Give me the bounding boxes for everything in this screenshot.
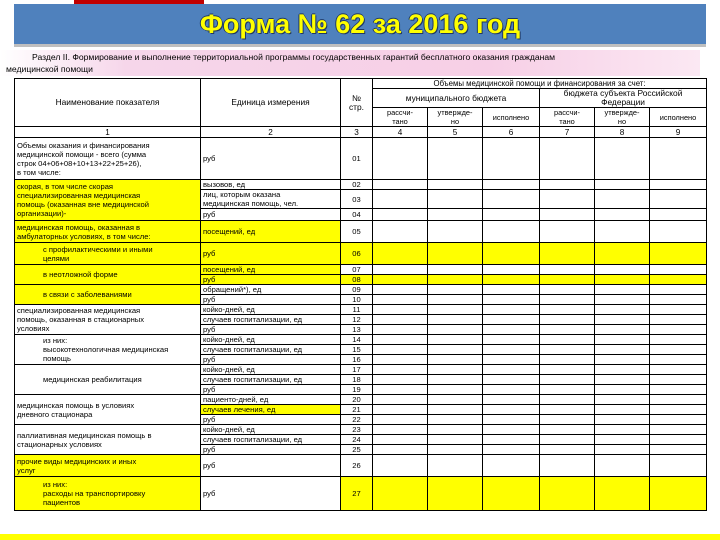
data-cell-col-7[interactable] (540, 325, 595, 335)
data-cell-col-4[interactable] (373, 445, 428, 455)
row-unit: руб (201, 415, 341, 425)
data-cell-col-7[interactable] (540, 209, 595, 221)
data-cell-col-6[interactable] (483, 243, 540, 265)
row-line-number: 27 (341, 477, 373, 511)
data-cell-col-7[interactable] (540, 315, 595, 325)
data-cell-col-9[interactable] (650, 455, 707, 477)
data-cell-col-6[interactable] (483, 275, 540, 285)
row-line-number: 10 (341, 295, 373, 305)
table-row (15, 243, 707, 265)
data-cell-col-7[interactable] (540, 415, 595, 425)
data-cell-col-9[interactable] (650, 265, 707, 275)
data-cell-col-6[interactable] (483, 265, 540, 275)
th-unit: Единица измерения (201, 79, 341, 127)
data-cell-col-7[interactable] (540, 275, 595, 285)
data-cell-col-6[interactable] (483, 138, 540, 180)
data-cell-col-8[interactable] (595, 345, 650, 355)
data-cell-col-6[interactable] (483, 425, 540, 435)
data-cell-col-5[interactable] (428, 355, 483, 365)
data-cell-col-6[interactable] (483, 285, 540, 295)
data-cell-col-7[interactable] (540, 295, 595, 305)
data-cell-col-6[interactable] (483, 221, 540, 243)
data-cell-col-5[interactable] (428, 138, 483, 180)
row-line-number: 19 (341, 385, 373, 395)
data-cell-col-9[interactable] (650, 445, 707, 455)
data-cell-col-5[interactable] (428, 295, 483, 305)
data-cell-col-7[interactable] (540, 265, 595, 275)
data-cell-col-6[interactable] (483, 435, 540, 445)
row-indicator-name: прочие виды медицинских и иных услуг (15, 455, 201, 477)
data-cell-col-9[interactable] (650, 295, 707, 305)
data-cell-col-9[interactable] (650, 138, 707, 180)
data-cell-col-8[interactable] (595, 435, 650, 445)
data-cell-col-5[interactable] (428, 395, 483, 405)
column-number-3: 3 (341, 127, 373, 138)
column-number-5: 5 (428, 127, 483, 138)
table-row (15, 265, 707, 275)
row-unit: руб (201, 355, 341, 365)
data-cell-col-4[interactable] (373, 365, 428, 375)
subtitle-line-2: медицинской помощи (6, 64, 93, 74)
data-cell-col-9[interactable] (650, 375, 707, 385)
data-cell-col-9[interactable] (650, 477, 707, 511)
data-cell-col-8[interactable] (595, 138, 650, 180)
column-number-4: 4 (373, 127, 428, 138)
data-cell-col-7[interactable] (540, 180, 595, 190)
data-cell-col-9[interactable] (650, 180, 707, 190)
row-line-number: 09 (341, 285, 373, 295)
data-cell-col-6[interactable] (483, 345, 540, 355)
table-row (15, 365, 707, 375)
data-cell-col-6[interactable] (483, 477, 540, 511)
row-line-number: 11 (341, 305, 373, 315)
data-cell-col-7[interactable] (540, 405, 595, 415)
row-unit: случаев госпитализации, ед (201, 435, 341, 445)
data-cell-col-9[interactable] (650, 355, 707, 365)
data-cell-col-5[interactable] (428, 435, 483, 445)
th-group-total: Объемы медицинской помощи и финансирования за счет: (373, 79, 707, 89)
data-cell-col-9[interactable] (650, 243, 707, 265)
data-cell-col-6[interactable] (483, 375, 540, 385)
row-line-number: 06 (341, 243, 373, 265)
form-table (14, 78, 707, 511)
data-cell-col-5[interactable] (428, 477, 483, 511)
row-line-number: 02 (341, 180, 373, 190)
data-cell-col-6[interactable] (483, 355, 540, 365)
row-indicator-name: из них: высокотехнологичная медицинская помощь (15, 335, 201, 365)
column-number-2: 2 (201, 127, 341, 138)
table-row (15, 305, 707, 315)
data-cell-col-4[interactable] (373, 335, 428, 345)
row-unit: лиц, которым оказана медицинская помощь, чел. (201, 190, 341, 209)
row-line-number: 13 (341, 325, 373, 335)
data-cell-col-6[interactable] (483, 385, 540, 395)
data-cell-col-5[interactable] (428, 445, 483, 455)
table-head (15, 79, 707, 138)
data-cell-col-6[interactable] (483, 365, 540, 375)
row-unit: посещений, ед (201, 265, 341, 275)
data-cell-col-9[interactable] (650, 425, 707, 435)
data-cell-col-6[interactable] (483, 315, 540, 325)
data-cell-col-6[interactable] (483, 395, 540, 405)
data-cell-col-8[interactable] (595, 365, 650, 375)
data-cell-col-6[interactable] (483, 405, 540, 415)
data-cell-col-7[interactable] (540, 375, 595, 385)
row-unit: руб (201, 385, 341, 395)
data-cell-col-6[interactable] (483, 455, 540, 477)
data-cell-col-6[interactable] (483, 305, 540, 315)
data-cell-col-4[interactable] (373, 405, 428, 415)
row-indicator-name: Объемы оказания и финансирования медицинской помощи - всего (сумма строк 04+06+08+10+13+22+25+26), в том числе: (15, 138, 201, 180)
table-row (15, 395, 707, 405)
data-cell-col-5[interactable] (428, 405, 483, 415)
table-row (15, 138, 707, 180)
table-row (15, 285, 707, 295)
data-cell-col-8[interactable] (595, 180, 650, 190)
data-cell-col-7[interactable] (540, 455, 595, 477)
data-cell-col-4[interactable] (373, 375, 428, 385)
row-line-number: 08 (341, 275, 373, 285)
th-group-federal: бюджета субъекта Российской Федерации (540, 89, 707, 108)
title-banner (14, 4, 706, 47)
data-cell-col-7[interactable] (540, 477, 595, 511)
row-unit: посещений, ед (201, 221, 341, 243)
row-unit: руб (201, 445, 341, 455)
data-cell-col-9[interactable] (650, 315, 707, 325)
data-cell-col-9[interactable] (650, 325, 707, 335)
table-body (15, 138, 707, 511)
data-cell-col-4[interactable] (373, 477, 428, 511)
data-cell-col-8[interactable] (595, 405, 650, 415)
data-cell-col-5[interactable] (428, 455, 483, 477)
data-cell-col-8[interactable] (595, 275, 650, 285)
data-cell-col-5[interactable] (428, 221, 483, 243)
data-cell-col-9[interactable] (650, 415, 707, 425)
row-indicator-name: специализированная медицинская помощь, оказанная в стационарных условиях (15, 305, 201, 335)
table-row (15, 477, 707, 511)
data-cell-col-8[interactable] (595, 315, 650, 325)
data-cell-col-8[interactable] (595, 243, 650, 265)
data-cell-col-5[interactable] (428, 190, 483, 209)
data-cell-col-9[interactable] (650, 190, 707, 209)
data-cell-col-8[interactable] (595, 285, 650, 295)
th-municipal-executed: исполнено (483, 108, 540, 127)
data-cell-col-4[interactable] (373, 415, 428, 425)
column-number-row (15, 127, 707, 138)
data-cell-col-9[interactable] (650, 275, 707, 285)
row-line-number: 18 (341, 375, 373, 385)
row-unit: руб (201, 275, 341, 285)
table-row (15, 221, 707, 243)
data-cell-col-9[interactable] (650, 209, 707, 221)
row-indicator-name: медицинская реабилитация (15, 365, 201, 395)
data-cell-col-9[interactable] (650, 395, 707, 405)
row-line-number: 16 (341, 355, 373, 365)
data-cell-col-6[interactable] (483, 209, 540, 221)
data-cell-col-9[interactable] (650, 345, 707, 355)
row-unit: случаев госпитализации, ед (201, 345, 341, 355)
row-line-number: 24 (341, 435, 373, 445)
row-line-number: 07 (341, 265, 373, 275)
row-line-number: 12 (341, 315, 373, 325)
row-indicator-name: из них: расходы на транспортировку пациентов (15, 477, 201, 511)
table-row (15, 180, 707, 190)
data-cell-col-4[interactable] (373, 209, 428, 221)
data-cell-col-6[interactable] (483, 415, 540, 425)
row-unit: обращений*), ед (201, 285, 341, 295)
data-cell-col-7[interactable] (540, 385, 595, 395)
data-cell-col-5[interactable] (428, 365, 483, 375)
data-cell-col-5[interactable] (428, 375, 483, 385)
data-cell-col-8[interactable] (595, 385, 650, 395)
row-indicator-name: с профилактическими и иными целями (15, 243, 201, 265)
row-unit: койко-дней, ед (201, 335, 341, 345)
data-cell-col-7[interactable] (540, 243, 595, 265)
data-cell-col-5[interactable] (428, 335, 483, 345)
th-municipal-approved: утвержде- но (428, 108, 483, 127)
data-cell-col-6[interactable] (483, 325, 540, 335)
data-cell-col-7[interactable] (540, 221, 595, 243)
data-cell-col-8[interactable] (595, 209, 650, 221)
data-cell-col-4[interactable] (373, 295, 428, 305)
row-line-number: 04 (341, 209, 373, 221)
data-cell-col-5[interactable] (428, 305, 483, 315)
th-name: Наименование показателя (15, 79, 201, 127)
column-number-8: 8 (595, 127, 650, 138)
th-municipal-calculated: рассчи- тано (373, 108, 428, 127)
row-unit: руб (201, 138, 341, 180)
column-number-6: 6 (483, 127, 540, 138)
table-row (15, 455, 707, 477)
row-unit: руб (201, 295, 341, 305)
data-cell-col-7[interactable] (540, 138, 595, 180)
data-cell-col-7[interactable] (540, 190, 595, 209)
row-unit: руб (201, 209, 341, 221)
data-cell-col-4[interactable] (373, 325, 428, 335)
data-cell-col-4[interactable] (373, 385, 428, 395)
row-unit: руб (201, 325, 341, 335)
data-cell-col-4[interactable] (373, 315, 428, 325)
header-row-1 (15, 79, 707, 89)
row-unit: руб (201, 477, 341, 511)
column-number-1: 1 (15, 127, 201, 138)
data-cell-col-8[interactable] (595, 425, 650, 435)
table-row (15, 425, 707, 435)
data-cell-col-5[interactable] (428, 275, 483, 285)
data-cell-col-8[interactable] (595, 265, 650, 275)
data-cell-col-8[interactable] (595, 355, 650, 365)
row-line-number: 03 (341, 190, 373, 209)
row-indicator-name: медицинская помощь, оказанная в амбулаторных условиях, в том числе: (15, 221, 201, 243)
data-cell-col-7[interactable] (540, 445, 595, 455)
row-unit: койко-дней, ед (201, 365, 341, 375)
data-cell-col-6[interactable] (483, 445, 540, 455)
data-cell-col-8[interactable] (595, 477, 650, 511)
th-group-municipal: муниципального бюджета (373, 89, 540, 108)
data-cell-col-5[interactable] (428, 345, 483, 355)
data-cell-col-4[interactable] (373, 243, 428, 265)
row-unit: руб (201, 243, 341, 265)
data-cell-col-5[interactable] (428, 209, 483, 221)
data-cell-col-4[interactable] (373, 138, 428, 180)
row-indicator-name: паллиативная медицинская помощь в стационарных условиях (15, 425, 201, 455)
row-unit: случаев лечения, ед (201, 405, 341, 415)
row-indicator-name: скорая, в том числе скорая специализированная медицинская помощь (оказанная вне медицинской организации)- (15, 180, 201, 221)
data-cell-col-7[interactable] (540, 435, 595, 445)
row-line-number: 15 (341, 345, 373, 355)
data-cell-col-4[interactable] (373, 275, 428, 285)
data-cell-col-4[interactable] (373, 221, 428, 243)
th-federal-calculated: рассчи- тано (540, 108, 595, 127)
data-cell-col-6[interactable] (483, 180, 540, 190)
row-unit: койко-дней, ед (201, 305, 341, 315)
table-row (15, 335, 707, 345)
column-number-9: 9 (650, 127, 707, 138)
data-cell-col-5[interactable] (428, 315, 483, 325)
data-cell-col-5[interactable] (428, 285, 483, 295)
page-title: Форма № 62 за 2016 год (199, 8, 521, 39)
row-line-number: 26 (341, 455, 373, 477)
data-cell-col-4[interactable] (373, 455, 428, 477)
data-cell-col-4[interactable] (373, 180, 428, 190)
data-cell-col-7[interactable] (540, 345, 595, 355)
row-line-number: 14 (341, 335, 373, 345)
data-cell-col-6[interactable] (483, 190, 540, 209)
th-federal-executed: исполнено (650, 108, 707, 127)
data-cell-col-9[interactable] (650, 335, 707, 345)
data-cell-col-4[interactable] (373, 355, 428, 365)
data-cell-col-9[interactable] (650, 405, 707, 415)
row-unit: случаев госпитализации, ед (201, 315, 341, 325)
row-line-number: 17 (341, 365, 373, 375)
th-line-number: № стр. (341, 79, 373, 127)
data-cell-col-8[interactable] (595, 395, 650, 405)
row-line-number: 25 (341, 445, 373, 455)
data-cell-col-8[interactable] (595, 190, 650, 209)
row-line-number: 05 (341, 221, 373, 243)
row-line-number: 01 (341, 138, 373, 180)
data-cell-col-4[interactable] (373, 345, 428, 355)
data-cell-col-5[interactable] (428, 180, 483, 190)
subtitle-line-1: Раздел II. Формирование и выполнение территориальной программы государственных гарантий бесплатного оказания гражданам (32, 52, 556, 62)
data-cell-col-8[interactable] (595, 295, 650, 305)
data-cell-col-5[interactable] (428, 243, 483, 265)
data-cell-col-7[interactable] (540, 425, 595, 435)
data-cell-col-8[interactable] (595, 375, 650, 385)
data-cell-col-9[interactable] (650, 385, 707, 395)
row-indicator-name: в связи с заболеваниями (15, 285, 201, 305)
data-cell-col-4[interactable] (373, 395, 428, 405)
data-cell-col-7[interactable] (540, 285, 595, 295)
data-cell-col-9[interactable] (650, 285, 707, 295)
data-cell-col-7[interactable] (540, 305, 595, 315)
data-cell-col-7[interactable] (540, 395, 595, 405)
data-cell-col-4[interactable] (373, 305, 428, 315)
row-unit: койко-дней, ед (201, 425, 341, 435)
data-cell-col-4[interactable] (373, 265, 428, 275)
data-cell-col-8[interactable] (595, 445, 650, 455)
data-cell-col-9[interactable] (650, 221, 707, 243)
section-subtitle (0, 51, 700, 75)
row-line-number: 22 (341, 415, 373, 425)
row-indicator-name: медицинская помощь в условиях дневного стационара (15, 395, 201, 425)
data-cell-col-8[interactable] (595, 455, 650, 477)
row-line-number: 20 (341, 395, 373, 405)
row-unit: случаев госпитализации, ед (201, 375, 341, 385)
data-cell-col-8[interactable] (595, 305, 650, 315)
data-cell-col-9[interactable] (650, 365, 707, 375)
column-number-7: 7 (540, 127, 595, 138)
data-cell-col-5[interactable] (428, 415, 483, 425)
data-cell-col-6[interactable] (483, 335, 540, 345)
row-line-number: 21 (341, 405, 373, 415)
row-unit: вызовов, ед (201, 180, 341, 190)
data-cell-col-7[interactable] (540, 335, 595, 345)
data-cell-col-4[interactable] (373, 285, 428, 295)
data-cell-col-9[interactable] (650, 305, 707, 315)
row-indicator-name: в неотложной форме (15, 265, 201, 285)
data-cell-col-5[interactable] (428, 265, 483, 275)
th-federal-approved: утвержде- но (595, 108, 650, 127)
data-cell-col-8[interactable] (595, 325, 650, 335)
bottom-accent-bar (0, 534, 720, 540)
row-unit: пациенто-дней, ед (201, 395, 341, 405)
data-cell-col-4[interactable] (373, 435, 428, 445)
data-cell-col-4[interactable] (373, 425, 428, 435)
data-cell-col-5[interactable] (428, 425, 483, 435)
data-cell-col-7[interactable] (540, 365, 595, 375)
data-cell-col-8[interactable] (595, 415, 650, 425)
data-cell-col-4[interactable] (373, 190, 428, 209)
row-line-number: 23 (341, 425, 373, 435)
data-cell-col-7[interactable] (540, 355, 595, 365)
data-cell-col-5[interactable] (428, 385, 483, 395)
data-cell-col-6[interactable] (483, 295, 540, 305)
data-cell-col-9[interactable] (650, 435, 707, 445)
data-cell-col-8[interactable] (595, 221, 650, 243)
data-cell-col-8[interactable] (595, 335, 650, 345)
row-unit: руб (201, 455, 341, 477)
data-cell-col-5[interactable] (428, 325, 483, 335)
